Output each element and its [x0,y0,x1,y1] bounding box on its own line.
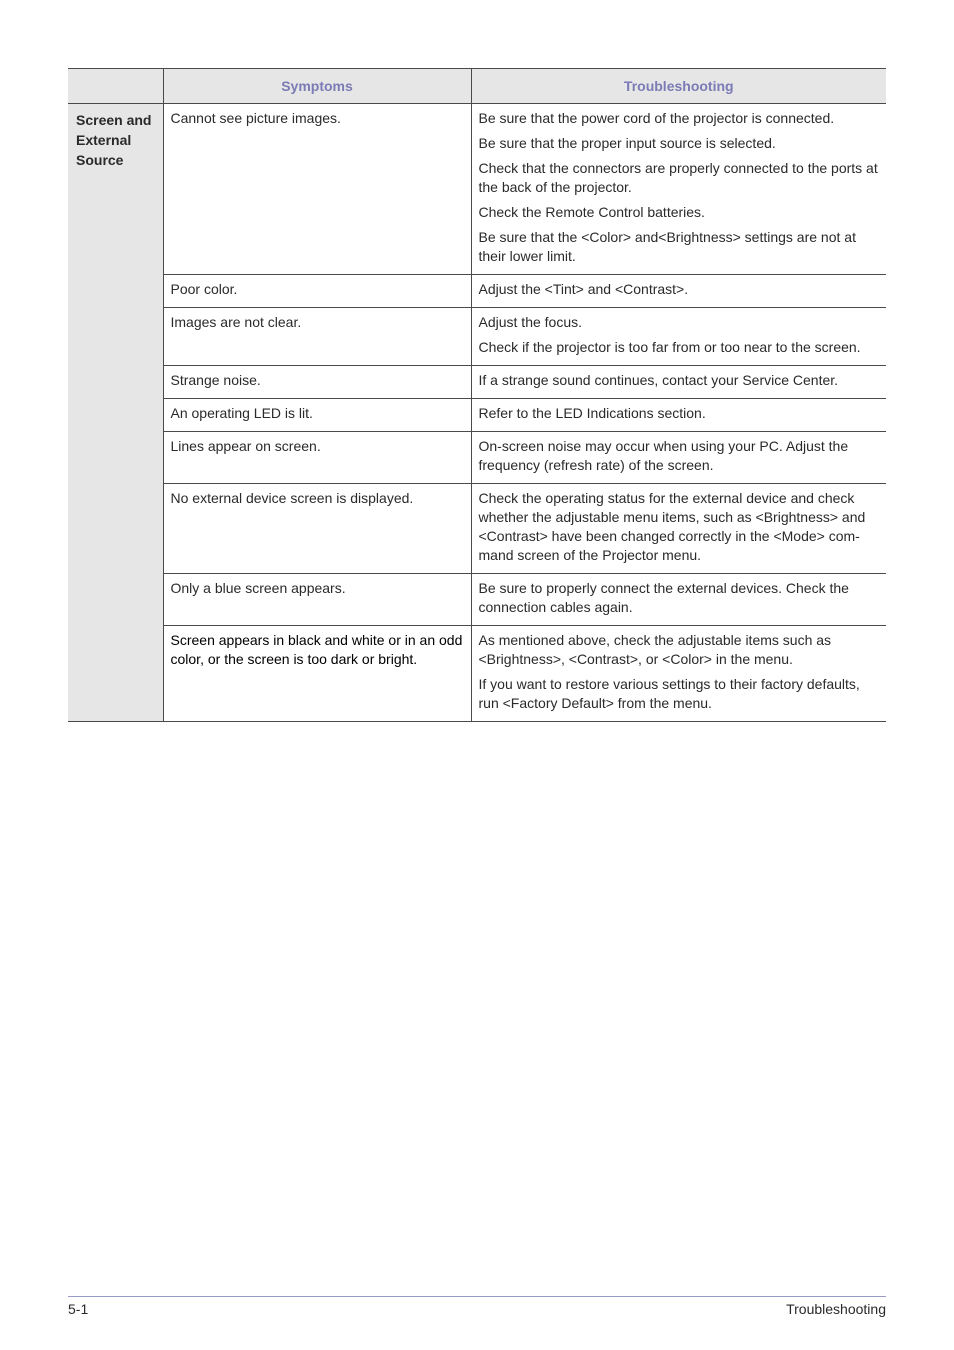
symptom-cell: Only a blue screen appears. [163,574,471,626]
category-header [68,69,163,104]
troubleshooting-header: Troubleshooting [471,69,886,104]
table-row [68,399,886,432]
symptom-cell: Poor color. [163,275,471,308]
troubleshooting-cell [471,626,886,722]
troubleshooting-cell [471,275,886,308]
category-cell: Screen and External Source [68,104,163,722]
troubleshooting-step: Check the Remote Control batteries. [478,204,705,220]
table-row [68,275,886,308]
troubleshooting-cell [471,366,886,399]
troubleshooting-step: Be sure to properly connect the external devices. Check the connection cables again. [478,580,849,615]
troubleshooting-cell [471,484,886,574]
symptom-cell: Lines appear on screen. [163,432,471,484]
troubleshooting-step: Be sure that the proper input source is selected. [478,135,776,151]
table-row [68,104,886,275]
footer-divider [68,1296,886,1297]
troubleshooting-step: If a strange sound continues, contact your Service Center. [478,372,839,388]
symptom-cell: No external device screen is displayed. [163,484,471,574]
symptom-cell: Strange noise. [163,366,471,399]
footer-page-number: 5-1 [68,1301,89,1317]
table-row [68,432,886,484]
symptoms-header: Symptoms [163,69,471,104]
troubleshooting-step: Refer to the LED Indications section. [478,405,706,421]
troubleshooting-cell [471,399,886,432]
troubleshooting-cell [471,104,886,275]
troubleshooting-table [68,68,886,722]
table-row [68,484,886,574]
table-row [68,626,886,722]
troubleshooting-step: Check the operating status for the external device and check whether the adjustable menu items, such as <Brightness> and <Contrast> have been changed correctly in the <Mode> com-mand screen of the Projector menu. [478,490,866,563]
troubleshooting-step: Check that the connectors are properly connected to the ports at the back of the projector. [478,160,878,195]
troubleshooting-step: Be sure that the <Color> and<Brightness> settings are not at their lower limit. [478,229,856,264]
symptom-cell: An operating LED is lit. [163,399,471,432]
troubleshooting-step: On-screen noise may occur when using your PC. Adjust the frequency (refresh rate) of the screen. [478,438,849,473]
troubleshooting-cell [471,308,886,366]
troubleshooting-step: If you want to restore various settings to their factory defaults, run <Factory Default> from the menu. [478,676,860,711]
troubleshooting-cell [471,432,886,484]
footer-section-title: Troubleshooting [786,1301,886,1317]
troubleshooting-step: Adjust the focus. [478,314,583,330]
troubleshooting-step: As mentioned above, check the adjustable items such as <Brightness>, <Contrast>, or <Color> in the menu. [478,632,832,667]
symptom-cell: Screen appears in black and white or in an odd color, or the screen is too dark or bright. [163,626,471,722]
troubleshooting-step: Check if the projector is too far from or too near to the screen. [478,339,861,355]
table-row [68,308,886,366]
troubleshooting-cell [471,574,886,626]
table-header-row [68,69,886,104]
troubleshooting-step: Be sure that the power cord of the projector is connected. [478,110,835,126]
table-row [68,366,886,399]
table-row [68,574,886,626]
symptom-cell: Cannot see picture images. [163,104,471,275]
symptom-cell: Images are not clear. [163,308,471,366]
troubleshooting-step: Adjust the <Tint> and <Contrast>. [478,281,689,297]
